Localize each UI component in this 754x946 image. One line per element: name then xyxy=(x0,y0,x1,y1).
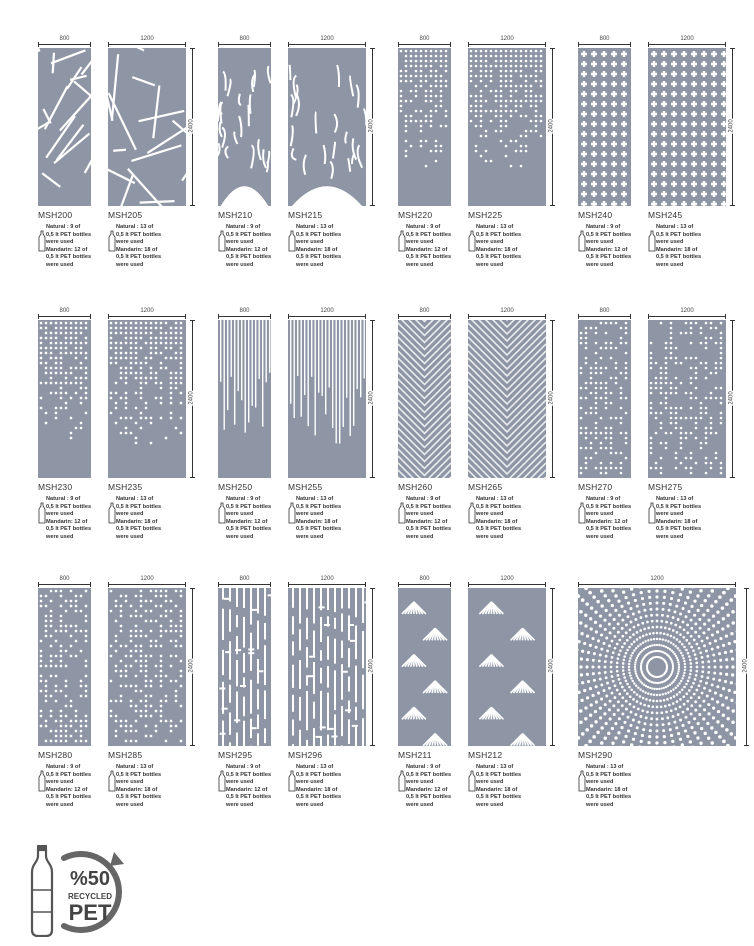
recycling-note xyxy=(656,496,701,542)
note-line: Natural : 13 of xyxy=(656,224,694,230)
note-line: 0,5 lt PET bottles xyxy=(226,254,272,261)
panel-image xyxy=(288,588,366,746)
note-line: Mandarin: 12 of xyxy=(46,246,88,253)
bottle-icon xyxy=(398,230,406,252)
recycling-note xyxy=(406,224,451,270)
height-label: 2400 xyxy=(728,119,735,133)
bottle-icon xyxy=(468,502,476,524)
logo-recycled: RECYCLED xyxy=(67,892,112,901)
width-dimension xyxy=(38,44,91,45)
note-line: 0,5 lt PET bottles xyxy=(406,526,452,533)
width-label: 1200 xyxy=(500,36,514,42)
product-code: MSH212 xyxy=(468,750,503,760)
product-code: MSH280 xyxy=(38,750,73,760)
note-line: were used xyxy=(116,779,144,786)
note-line: were used xyxy=(586,239,614,246)
width-label: 800 xyxy=(599,36,610,42)
note-line: were used xyxy=(226,779,254,786)
note-line: were used xyxy=(46,533,74,540)
width-label: 1200 xyxy=(140,308,154,314)
panel-image xyxy=(38,320,91,478)
bottle-icon xyxy=(468,770,476,792)
note-line: were used xyxy=(476,801,504,808)
panel-image xyxy=(218,320,271,478)
note-line: 0,5 lt PET bottles xyxy=(656,503,702,510)
note-line: 0,5 lt PET bottles xyxy=(586,771,632,778)
panel-image xyxy=(38,588,91,746)
width-label: 1200 xyxy=(320,36,334,42)
note-line: 0,5 lt PET bottles xyxy=(226,794,272,801)
recycling-note xyxy=(296,764,341,810)
height-label: 2400 xyxy=(742,659,749,673)
note-line: Natural : 9 of xyxy=(406,764,441,770)
recycling-note xyxy=(406,764,451,810)
note-line: 0,5 lt PET bottles xyxy=(586,794,632,801)
note-line: 0,5 lt PET bottles xyxy=(226,231,272,238)
note-line: Natural : 13 of xyxy=(296,496,334,502)
height-label: 2400 xyxy=(368,659,375,673)
width-label: 800 xyxy=(59,36,70,42)
note-line: were used xyxy=(296,239,324,246)
note-line: Natural : 13 of xyxy=(116,764,154,770)
product-code: MSH200 xyxy=(38,210,73,220)
height-label: 2400 xyxy=(548,119,555,133)
note-line: 0,5 lt PET bottles xyxy=(46,794,92,801)
bottle-icon xyxy=(578,770,586,792)
note-line: were used xyxy=(226,239,254,246)
note-line: 0,5 lt PET bottles xyxy=(586,254,632,261)
note-line: 0,5 lt PET bottles xyxy=(656,231,702,238)
note-line: Natural : 9 of xyxy=(586,224,621,230)
note-line: 0,5 lt PET bottles xyxy=(46,254,92,261)
panel-image xyxy=(108,588,186,746)
bottle-icon xyxy=(108,230,116,252)
bottle-icon xyxy=(218,230,226,252)
note-line: Mandarin: 12 of xyxy=(226,246,268,253)
panel-image xyxy=(218,588,271,746)
note-line: were used xyxy=(226,801,254,808)
note-line: were used xyxy=(116,261,144,268)
width-label: 800 xyxy=(239,308,250,314)
recycling-note xyxy=(116,764,161,810)
note-line: 0,5 lt PET bottles xyxy=(116,794,162,801)
width-label: 800 xyxy=(419,36,430,42)
panel-image xyxy=(468,320,546,478)
note-line: 0,5 lt PET bottles xyxy=(296,254,342,261)
note-line: 0,5 lt PET bottles xyxy=(476,503,522,510)
note-line: were used xyxy=(116,511,144,518)
note-line: 0,5 lt PET bottles xyxy=(586,503,632,510)
recycling-note xyxy=(656,224,701,270)
recycling-note xyxy=(226,764,271,810)
note-line: were used xyxy=(46,511,74,518)
note-line: were used xyxy=(586,511,614,518)
width-label: 800 xyxy=(419,576,430,582)
product-code: MSH225 xyxy=(468,210,503,220)
note-line: 0,5 lt PET bottles xyxy=(116,254,162,261)
note-line: 0,5 lt PET bottles xyxy=(116,503,162,510)
note-line: Natural : 9 of xyxy=(406,224,441,230)
note-line: Mandarin: 12 of xyxy=(586,518,628,525)
note-line: Mandarin: 18 of xyxy=(296,246,338,253)
width-label: 800 xyxy=(239,576,250,582)
note-line: Natural : 9 of xyxy=(226,496,261,502)
note-line: were used xyxy=(476,239,504,246)
note-line: 0,5 lt PET bottles xyxy=(296,526,342,533)
note-line: were used xyxy=(296,801,324,808)
note-line: Natural : 13 of xyxy=(116,224,154,230)
panel-image xyxy=(288,48,366,206)
bottle-icon xyxy=(648,230,656,252)
note-line: were used xyxy=(296,533,324,540)
width-dimension xyxy=(108,44,186,45)
note-line: 0,5 lt PET bottles xyxy=(226,526,272,533)
width-dimension xyxy=(468,44,546,45)
bottle-icon xyxy=(648,502,656,524)
panel-image xyxy=(648,48,726,206)
note-line: 0,5 lt PET bottles xyxy=(476,231,522,238)
panel-image xyxy=(398,588,451,746)
note-line: were used xyxy=(46,801,74,808)
recycling-note xyxy=(226,496,271,542)
note-line: Mandarin: 18 of xyxy=(476,518,518,525)
panel-image xyxy=(578,588,736,746)
product-code: MSH245 xyxy=(648,210,683,220)
width-dimension xyxy=(578,584,736,585)
note-line: Natural : 13 of xyxy=(586,764,624,770)
note-line: were used xyxy=(116,801,144,808)
height-label: 2400 xyxy=(368,391,375,405)
product-code: MSH265 xyxy=(468,482,503,492)
bottle-icon xyxy=(288,770,296,792)
product-code: MSH255 xyxy=(288,482,323,492)
note-line: Mandarin: 12 of xyxy=(586,246,628,253)
note-line: Mandarin: 18 of xyxy=(476,246,518,253)
note-line: 0,5 lt PET bottles xyxy=(116,526,162,533)
product-code: MSH250 xyxy=(218,482,253,492)
width-dimension xyxy=(468,584,546,585)
note-line: were used xyxy=(476,533,504,540)
note-line: were used xyxy=(656,239,684,246)
panel-image xyxy=(108,48,186,206)
bottle-icon xyxy=(398,502,406,524)
panel-image xyxy=(468,588,546,746)
note-line: were used xyxy=(406,533,434,540)
product-code: MSH230 xyxy=(38,482,73,492)
note-line: 0,5 lt PET bottles xyxy=(46,526,92,533)
note-line: Natural : 13 of xyxy=(476,224,514,230)
note-line: were used xyxy=(406,511,434,518)
width-dimension xyxy=(38,316,91,317)
product-code: MSH296 xyxy=(288,750,323,760)
width-dimension xyxy=(218,44,271,45)
note-line: Mandarin: 18 of xyxy=(656,246,698,253)
panel-image xyxy=(578,48,631,206)
note-line: were used xyxy=(656,261,684,268)
width-dimension xyxy=(398,584,451,585)
note-line: 0,5 lt PET bottles xyxy=(46,503,92,510)
width-dimension xyxy=(218,584,271,585)
note-line: Mandarin: 18 of xyxy=(476,786,518,793)
panel-image xyxy=(108,320,186,478)
product-code: MSH295 xyxy=(218,750,253,760)
note-line: 0,5 lt PET bottles xyxy=(226,503,272,510)
width-dimension xyxy=(108,316,186,317)
bottle-icon xyxy=(578,230,586,252)
width-dimension xyxy=(468,316,546,317)
width-label: 1200 xyxy=(140,576,154,582)
bottle-icon xyxy=(38,770,46,792)
bottle-icon xyxy=(108,502,116,524)
recycling-note xyxy=(406,496,451,542)
note-line: Mandarin: 12 of xyxy=(226,518,268,525)
width-dimension xyxy=(398,44,451,45)
note-line: were used xyxy=(586,261,614,268)
note-line: were used xyxy=(406,239,434,246)
note-line: Mandarin: 18 of xyxy=(586,786,628,793)
note-line: Natural : 13 of xyxy=(476,764,514,770)
product-code: MSH270 xyxy=(578,482,613,492)
note-line: 0,5 lt PET bottles xyxy=(406,771,452,778)
width-label: 800 xyxy=(419,308,430,314)
recycling-note xyxy=(226,224,271,270)
note-line: Natural : 9 of xyxy=(406,496,441,502)
bottle-icon xyxy=(218,502,226,524)
note-line: were used xyxy=(476,779,504,786)
note-line: were used xyxy=(656,533,684,540)
note-line: Mandarin: 12 of xyxy=(46,518,88,525)
note-line: Natural : 13 of xyxy=(476,496,514,502)
product-code: MSH260 xyxy=(398,482,433,492)
width-label: 1200 xyxy=(320,576,334,582)
note-line: 0,5 lt PET bottles xyxy=(296,771,342,778)
bottle-icon xyxy=(468,230,476,252)
note-line: were used xyxy=(116,239,144,246)
panel-image xyxy=(398,48,451,206)
note-line: Mandarin: 18 of xyxy=(116,518,158,525)
product-code: MSH275 xyxy=(648,482,683,492)
note-line: were used xyxy=(226,261,254,268)
note-line: Natural : 9 of xyxy=(46,764,81,770)
width-dimension xyxy=(288,44,366,45)
product-code: MSH285 xyxy=(108,750,143,760)
product-code: MSH205 xyxy=(108,210,143,220)
bottle-icon xyxy=(578,502,586,524)
note-line: were used xyxy=(46,779,74,786)
note-line: Natural : 9 of xyxy=(46,496,81,502)
note-line: were used xyxy=(296,511,324,518)
product-code: MSH290 xyxy=(578,750,613,760)
width-label: 800 xyxy=(59,308,70,314)
recycling-note xyxy=(296,224,341,270)
panel-image xyxy=(648,320,726,478)
note-line: were used xyxy=(406,261,434,268)
bottle-icon xyxy=(38,502,46,524)
note-line: Natural : 9 of xyxy=(226,224,261,230)
note-line: were used xyxy=(586,533,614,540)
width-dimension xyxy=(288,316,366,317)
note-line: were used xyxy=(46,239,74,246)
note-line: 0,5 lt PET bottles xyxy=(116,771,162,778)
bottle-icon xyxy=(38,230,46,252)
note-line: Natural : 9 of xyxy=(586,496,621,502)
recycling-note xyxy=(116,496,161,542)
width-dimension xyxy=(648,44,726,45)
note-line: Mandarin: 12 of xyxy=(46,786,88,793)
note-line: 0,5 lt PET bottles xyxy=(656,526,702,533)
note-line: Mandarin: 12 of xyxy=(226,786,268,793)
recycling-note xyxy=(476,764,521,810)
panel-image xyxy=(288,320,366,478)
note-line: 0,5 lt PET bottles xyxy=(226,771,272,778)
product-code: MSH235 xyxy=(108,482,143,492)
width-dimension xyxy=(578,44,631,45)
note-line: 0,5 lt PET bottles xyxy=(116,231,162,238)
note-line: 0,5 lt PET bottles xyxy=(586,526,632,533)
width-label: 1200 xyxy=(500,308,514,314)
note-line: Mandarin: 18 of xyxy=(296,786,338,793)
note-line: 0,5 lt PET bottles xyxy=(476,794,522,801)
note-line: 0,5 lt PET bottles xyxy=(296,503,342,510)
note-line: 0,5 lt PET bottles xyxy=(406,231,452,238)
note-line: Natural : 13 of xyxy=(296,764,334,770)
product-code: MSH211 xyxy=(398,750,432,760)
note-line: were used xyxy=(226,533,254,540)
width-dimension xyxy=(218,316,271,317)
height-label: 2400 xyxy=(188,119,195,133)
note-line: were used xyxy=(476,261,504,268)
bottle-icon xyxy=(398,770,406,792)
recycling-note xyxy=(46,764,91,810)
bottle-icon xyxy=(288,230,296,252)
recycling-note xyxy=(586,496,631,542)
note-line: were used xyxy=(296,261,324,268)
product-code: MSH240 xyxy=(578,210,613,220)
product-code: MSH210 xyxy=(218,210,253,220)
width-dimension xyxy=(648,316,726,317)
logo-pet: PET xyxy=(68,900,112,925)
recycling-note xyxy=(116,224,161,270)
width-label: 1200 xyxy=(140,36,154,42)
width-dimension xyxy=(398,316,451,317)
note-line: Mandarin: 18 of xyxy=(116,786,158,793)
height-label: 2400 xyxy=(188,659,195,673)
bottle-icon xyxy=(218,770,226,792)
logo-percent: %50 xyxy=(69,868,111,890)
recycling-note xyxy=(476,496,521,542)
note-line: were used xyxy=(296,779,324,786)
product-code: MSH220 xyxy=(398,210,433,220)
note-line: were used xyxy=(586,801,614,808)
note-line: Mandarin: 18 of xyxy=(116,246,158,253)
width-label: 1200 xyxy=(500,576,514,582)
recycling-note xyxy=(46,224,91,270)
recycled-pet-logo xyxy=(24,842,134,937)
note-line: 0,5 lt PET bottles xyxy=(476,526,522,533)
recycling-note xyxy=(46,496,91,542)
note-line: Natural : 13 of xyxy=(296,224,334,230)
panel-image xyxy=(38,48,91,206)
note-line: were used xyxy=(46,261,74,268)
note-line: 0,5 lt PET bottles xyxy=(46,771,92,778)
note-line: 0,5 lt PET bottles xyxy=(406,794,452,801)
note-line: 0,5 lt PET bottles xyxy=(296,794,342,801)
width-dimension xyxy=(288,584,366,585)
bottle-icon xyxy=(288,502,296,524)
note-line: were used xyxy=(586,779,614,786)
width-label: 800 xyxy=(239,36,250,42)
note-line: Mandarin: 12 of xyxy=(406,786,448,793)
recycling-note xyxy=(586,764,631,810)
note-line: 0,5 lt PET bottles xyxy=(296,231,342,238)
note-line: 0,5 lt PET bottles xyxy=(476,771,522,778)
note-line: Natural : 9 of xyxy=(46,224,81,230)
width-label: 1200 xyxy=(650,576,664,582)
product-code: MSH215 xyxy=(288,210,323,220)
height-label: 2400 xyxy=(728,391,735,405)
panel-image xyxy=(398,320,451,478)
panel-image xyxy=(468,48,546,206)
note-line: were used xyxy=(116,533,144,540)
recycling-note xyxy=(296,496,341,542)
note-line: Natural : 13 of xyxy=(116,496,154,502)
height-label: 2400 xyxy=(548,391,555,405)
width-label: 1200 xyxy=(320,308,334,314)
note-line: Mandarin: 18 of xyxy=(656,518,698,525)
note-line: 0,5 lt PET bottles xyxy=(406,254,452,261)
bottle-icon xyxy=(108,770,116,792)
width-label: 1200 xyxy=(680,36,694,42)
recycling-note xyxy=(586,224,631,270)
note-line: were used xyxy=(656,511,684,518)
recycling-note xyxy=(476,224,521,270)
note-line: 0,5 lt PET bottles xyxy=(476,254,522,261)
panel-image xyxy=(218,48,271,206)
note-line: 0,5 lt PET bottles xyxy=(46,231,92,238)
width-label: 800 xyxy=(599,308,610,314)
note-line: Natural : 13 of xyxy=(656,496,694,502)
panel-image xyxy=(578,320,631,478)
note-line: 0,5 lt PET bottles xyxy=(656,254,702,261)
width-dimension xyxy=(38,584,91,585)
width-dimension xyxy=(108,584,186,585)
height-label: 2400 xyxy=(548,659,555,673)
note-line: were used xyxy=(476,511,504,518)
note-line: Natural : 9 of xyxy=(226,764,261,770)
note-line: 0,5 lt PET bottles xyxy=(406,503,452,510)
width-label: 1200 xyxy=(680,308,694,314)
height-label: 2400 xyxy=(188,391,195,405)
note-line: were used xyxy=(406,779,434,786)
note-line: Mandarin: 12 of xyxy=(406,518,448,525)
height-label: 2400 xyxy=(368,119,375,133)
note-line: Mandarin: 18 of xyxy=(296,518,338,525)
width-dimension xyxy=(578,316,631,317)
note-line: 0,5 lt PET bottles xyxy=(586,231,632,238)
note-line: were used xyxy=(226,511,254,518)
note-line: Mandarin: 12 of xyxy=(406,246,448,253)
width-label: 800 xyxy=(59,576,70,582)
note-line: were used xyxy=(406,801,434,808)
